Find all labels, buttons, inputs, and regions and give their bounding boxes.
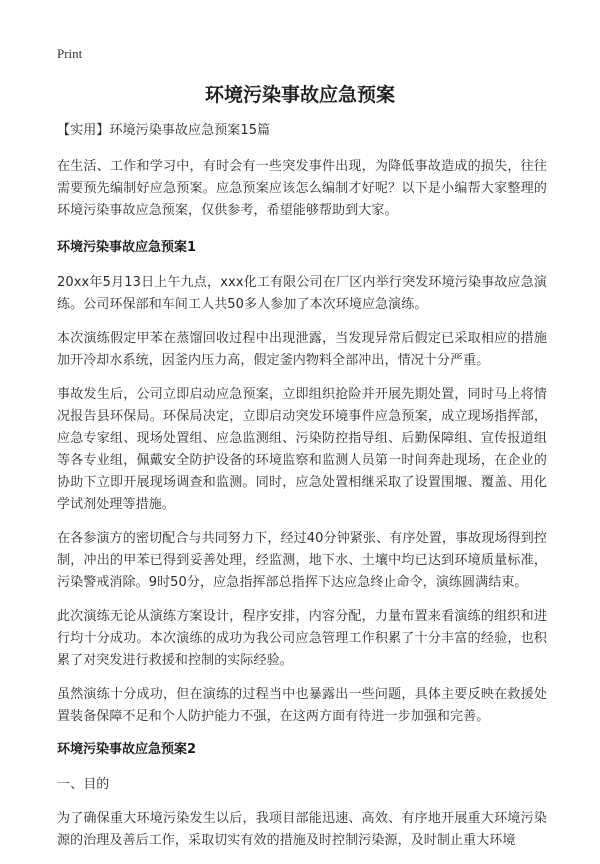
section-heading-2: 环境污染事故应急预案2 [57, 742, 197, 757]
document-body [57, 120, 547, 864]
section-1-paragraph-4: 在各参演方的密切配合与共同努力下，经过40分钟紧张、有序处置，事故现场得到控制，冲出的甲苯已得到妥善处理，经监测，地下水、土壤中均已达到环境质量标准，污染警戒消除。9时50分，应急指挥部总指挥下达应急终止命令，演练圆满结束。 [57, 531, 547, 590]
section-1-paragraph-1: 20xx年5月13日上午九点，xxx化工有限公司在厂区内举行突发环境污染事故应急演练。公司环保部和车间工人共50多人参加了本次环境应急演练。 [57, 275, 547, 312]
section-heading-1: 环境污染事故应急预案1 [57, 240, 197, 255]
section-1-paragraph-2: 本次演练假定甲苯在蒸馏回收过程中出现泄露，当发现异常后假定已采取相应的措施加开冷却水系统，因釜内压力高，假定釜内物料全部冲出，情况十分严重。 [57, 331, 547, 368]
section-2-paragraph-1: 一、目的 [57, 777, 110, 792]
section-1-paragraph-6: 虽然演练十分成功，但在演练的过程当中也暴露出一些问题，具体主要反映在救援处置装备保障不足和个人防护能力不强，在这两方面有待进一步加强和完善。 [57, 687, 547, 724]
page-title: 环境污染事故应急预案 [204, 84, 395, 106]
section-1-paragraph-5: 此次演练无论从演练方案设计，程序安排，内容分配，力量布置来看演练的组织和进行均十分成功。本次演练的成功为我公司应急管理工作积累了十分丰富的经验，也积累了对突发进行救援和控制的实际经验。 [57, 609, 547, 668]
intro-line: 【实用】环境污染事故应急预案15篇 [57, 123, 271, 138]
section-1-paragraph-3: 事故发生后，公司立即启动应急预案，立即组织抢险并开展先期处置，同时马上将情况报告县环保局。环保局决定，立即启动突发环境事件应急预案，成立现场指挥部，应急专家组、现场处置组、应急监测组、污染防控指导组、后勤保障组、宣传报道组等各专业组，佩戴安全防护设备的环境监察和监测人员第一时间奔赴现场，在企业的协助下立即开展现场调查和监测。同时，应急处置相继采取了设置围堰、覆盖、用化学试剂处理等措施。 [57, 387, 547, 512]
lead-paragraph: 在生活、工作和学习中，有时会有一些突发事件出现，为降低事故造成的损失，往往需要预先编制好应急预案。应急预案应该怎么编制才好呢？以下是小编帮大家整理的环境污染事故应急预案，仅供参考，希望能够帮助到大家。 [57, 159, 547, 218]
section-2-paragraph-2: 为了确保重大环境污染发生以后，我项目部能迅速、高效、有序地开展重大环境污染源的治理及善后工作，采取切实有效的措施及时控制污染源，及时制止重大环境 [57, 811, 547, 848]
print-label[interactable]: Print [57, 46, 83, 61]
